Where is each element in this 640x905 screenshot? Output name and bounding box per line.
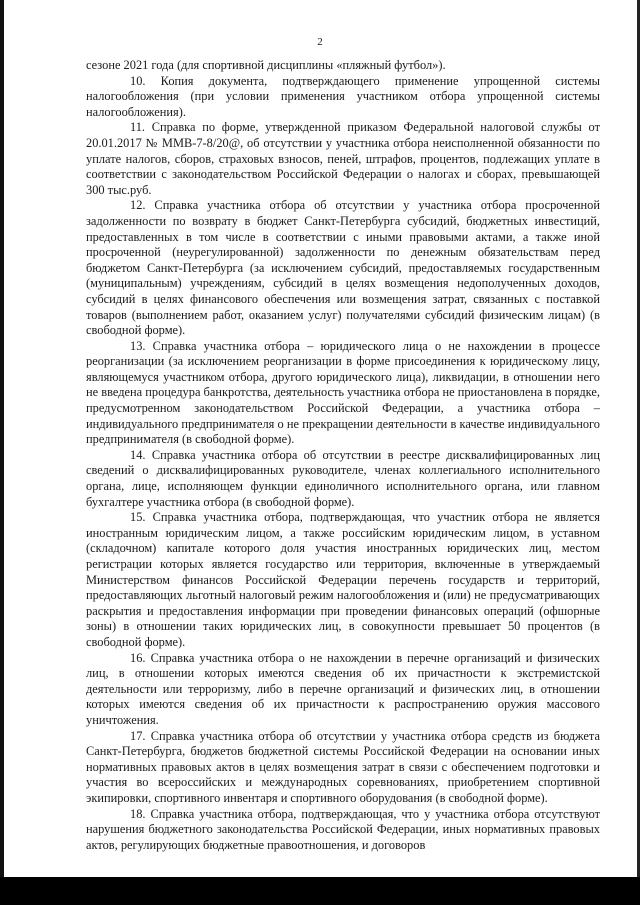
paragraph-item-12: 12. Справка участника отбора об отсутствии у участника отбора просроченной задолженности по возврату в бюджет Санкт-Петербурга субсидий, бюджетных инвестиций, предоставленных в том числе в соответствии с иными правовыми актами, а также иной просроченной (неурегулированной) задолженности по денежным обязательствам перед бюджетом Санкт-Петербурга (за исключением субсидий, предоставляемых государственным (муниципальным) учреждениям, субсидий в целях возмещения недополученных доходов, субсидий в целях финансового обеспечения или возмещения затрат, связанных с поставкой товаров (выполнением работ, оказанием услуг) получателями субсидий физическим лицам) (в свободной форме). xyxy=(86,198,600,338)
paragraph-item-17: 17. Справка участника отбора об отсутствии у участника отбора средств из бюджета Санкт-Петербурга, бюджетов бюджетной системы Российской Федерации на основании иных нормативных правовых актов в целях возмещения затрат в связи с обеспечением подготовки и участия во всероссийских и международных соревнованиях, приобретением спортивной экипировки, спортивного инвентаря и спортивного оборудования (в свободной форме). xyxy=(86,728,600,805)
paragraph-item-11: 11. Справка по форме, утвержденной приказом Федеральной налоговой службы от 20.01.2017 № ММВ-7-8/20@, об отсутствии у участника отбора неисполненной обязанности по уплате налогов, сборов, страховых взносов, пеней, штрафов, процентов, подлежащих уплате в соответствии с законодательством Российской Федерации о налогах и сборах, превышающей 300 тыс.руб. xyxy=(86,120,600,197)
scan-edge-left xyxy=(0,0,4,877)
paragraph-continuation: сезоне 2021 года (для спортивной дисциплины «пляжный футбол»). xyxy=(86,58,446,72)
paragraph-item-15: 15. Справка участника отбора, подтверждающая, что участник отбора не является иностранным юридическим лицом, а также российским юридическим лицом, в уставном (складочном) капитале которого доля участия иностранных юридических лиц, местом регистрации которых является государство или территория, включенные в утверждаемый Министерством финансов Российской Федерации перечень государств и территорий, предоставляющих льготный налоговый режим налогообложения и (или) не предусматривающих раскрытия и предоставления информации при проведении финансовых операций (офшорные зоны) в отношении таких юридических лиц, в совокупности превышает 50 процентов (в свободной форме). xyxy=(86,510,600,649)
paragraph-item-13: 13. Справка участника отбора – юридического лица о не нахождении в процессе реорганизации (за исключением реорганизации в форме присоединения к юридическому лицу, являющемуся участником отбора, другого юридического лица), ликвидации, в отношении него не введена процедура банкротства, деятельность участника отбора не приостановлена в порядке, предусмотренном законодательством Российской Федерации, а участника отбора – индивидуального предпринимателя о не прекращении деятельности в качестве индивидуального предпринимателя (в свободной форме). xyxy=(86,338,600,447)
page-number: 2 xyxy=(317,36,323,48)
paragraph-item-10: 10. Копия документа, подтверждающего применение упрощенной системы налогообложения (при условии применения участником отбора упрощенной системы налогообложения). xyxy=(86,73,600,119)
paragraph-item-16: 16. Справка участника отбора о не нахождении в перечне организаций и физических лиц, в отношении которых имеются сведения об их причастности к экстремистской деятельности или терроризму, либо в перечне организаций и физических лиц, в отношении которых имеются сведения об их причастности к распространению оружия массового уничтожения. xyxy=(86,650,600,727)
paragraph-item-18: 18. Справка участника отбора, подтверждающая, что у участника отбора отсутствуют нарушения бюджетного законодательства Российской Федерации, иных нормативных правовых актов, регулирующих бюджетные правоотношения, и договоров xyxy=(86,806,600,852)
document-body xyxy=(86,58,600,853)
paragraph-item-14: 14. Справка участника отбора об отсутствии в реестре дисквалифицированных лиц сведений о дисквалифицированных руководителе, членах коллегиального исполнительного органа, лице, исполняющем функции единоличного исполнительного органа, или главном бухгалтере участника отбора (в свободной форме). xyxy=(86,447,600,509)
scan-bottom-bar xyxy=(0,877,640,905)
